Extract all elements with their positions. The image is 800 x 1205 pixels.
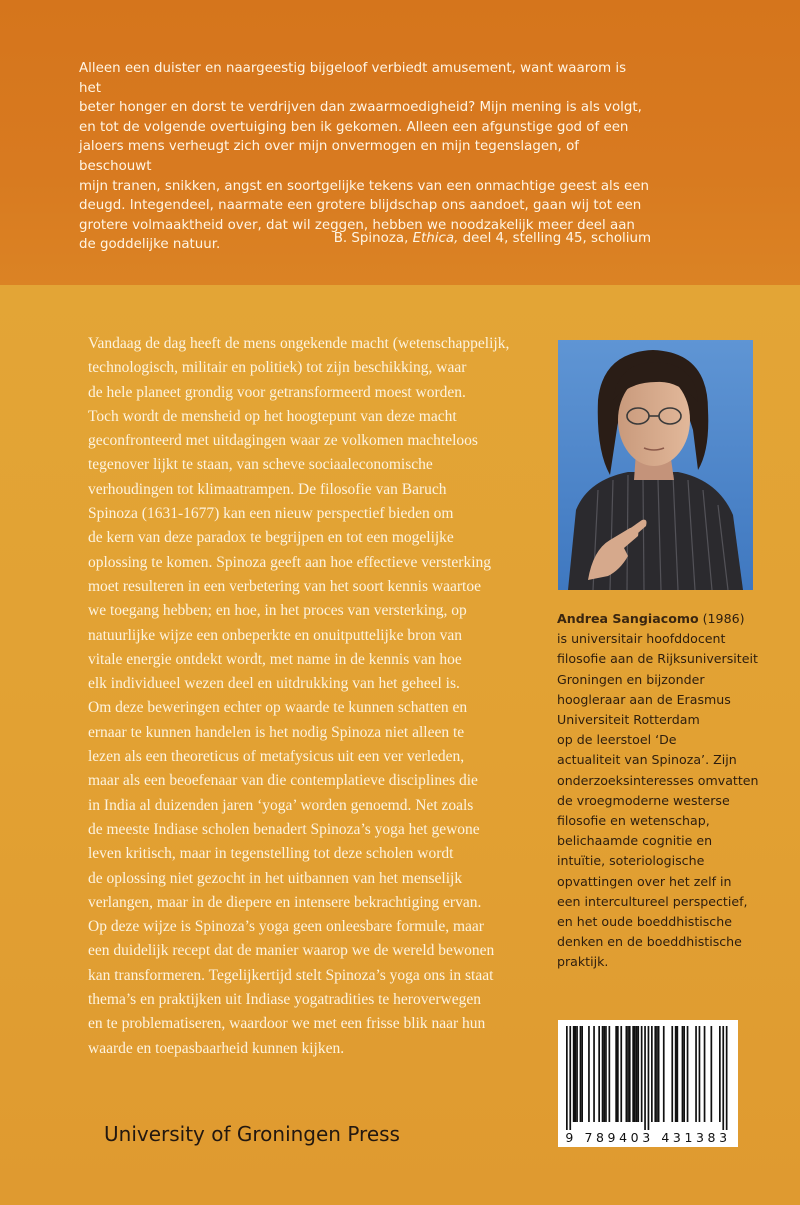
blurb-line: en te problematiseren, waardoor we met een frisse blik naar hun (88, 1015, 486, 1033)
citation-title: Ethica, (412, 231, 459, 246)
blurb-line: we toegang hebben; en hoe, in het proces van versterking, op (88, 602, 467, 620)
bio-line: onderzoeksinteresses omvatten (557, 772, 759, 788)
barcode-bar (626, 1026, 628, 1122)
bio-line: Universiteit Rotterdam (557, 712, 700, 728)
blurb-line: de hele planeet grondig voor getransformeerd moest worden. (88, 383, 466, 401)
blurb-line: vitale energie ontdekt wordt, met name in de kennis van hoe (88, 650, 462, 668)
blurb-line: een duidelijk recept dat de manier waarop we de wereld bewonen (88, 942, 495, 960)
blurb-line: Toch wordt de mensheid op het hoogtepunt van deze macht (88, 407, 457, 425)
bio-line: actualiteit van Spinoza’. Zijn (557, 752, 737, 768)
blurb-line: geconfronteerd met uitdagingen waar ze volkomen machteloos (88, 432, 478, 450)
blurb-line: de oplossing niet gezocht in het uitbannen van het menselijk (88, 869, 463, 887)
barcode-bar (663, 1026, 665, 1122)
quote-line: grotere volmaaktheid over, dat wil zeggen, hebben we noodzakelijk meer deel aan (79, 217, 635, 233)
barcode-bar (575, 1026, 577, 1122)
isbn-barcode (558, 1020, 738, 1147)
barcode-bar (695, 1026, 697, 1122)
quote-line: beter honger en dorst te verdrijven dan zwaarmoedigheid? Mijn mening is als volgt, (79, 100, 642, 116)
barcode-bar (704, 1026, 706, 1122)
blurb-line: in India al duizenden jaren ‘yoga’ worden genoemd. Net zoals (88, 796, 474, 814)
barcode-bar (722, 1026, 724, 1130)
barcode-bar (656, 1026, 658, 1122)
blurb-line: verhoudingen tot klimaatrampen. De filosofie van Baruch (88, 480, 447, 498)
author-photo (558, 340, 753, 590)
barcode-bar (593, 1026, 595, 1122)
blurb-line: Spinoza (1631-1677) kan een nieuw perspectief bieden om (88, 505, 454, 523)
blurb-line: kan transformeren. Tegelijkertijd stelt Spinoza’s yoga ons in staat (88, 966, 494, 984)
barcode-bar (620, 1026, 622, 1122)
barcode-bar (634, 1026, 636, 1122)
blurb-line: maar als een beoefenaar van die contemplatieve disciplines die (88, 772, 478, 790)
citation-reference: deel 4, stelling 45, scholium (458, 231, 651, 246)
barcode-bar (675, 1026, 677, 1122)
bio-first-line (557, 609, 757, 629)
barcode-bar (719, 1026, 721, 1122)
quote-line: deugd. Integendeel, naarmate een grotere blijdschap ons aandoet, gaan wij tot een (79, 198, 642, 214)
blurb-line: de meeste Indiase scholen benadert Spinoza’s yoga het gewone (88, 820, 480, 838)
bio-line: intuïtie, soteriologische (557, 853, 705, 869)
blurb-line: oplossing te komen. Spinoza geeft aan hoe effectieve versterking (88, 553, 492, 571)
bio-line: een intercultureel perspectief, (557, 893, 748, 909)
blurb-line: ernaar te kunnen handelen is het nodig Spinoza niet alleen te (88, 723, 465, 741)
barcode-bar (605, 1026, 607, 1122)
bio-line: denken en de boeddhistische (557, 934, 742, 950)
author-bio (557, 609, 757, 973)
blurb-line: lezen als een theoreticus of metafysicus uit een ver verleden, (88, 748, 465, 766)
bio-line: hoogleraar aan de Erasmus (557, 691, 731, 707)
barcode-digits: 9 789403 431383 (565, 1130, 731, 1145)
blurb-line: de kern van deze paradox te begrijpen en tot een mogelijke (88, 529, 454, 547)
barcode-bar (581, 1026, 583, 1122)
barcode-bar (569, 1026, 571, 1130)
barcode-bar (598, 1026, 600, 1122)
barcode-bar (687, 1026, 689, 1122)
author-birth-year: (1986) (698, 611, 745, 626)
quote-line: de goddelijke natuur. (79, 237, 221, 253)
bio-line: Groningen en bijzonder (557, 671, 705, 687)
quote-line: mijn tranen, snikken, angst en soortgelijke tekens van een onmachtige geest als een (79, 178, 649, 194)
quote-line: Alleen een duister en naargeestig bijgeloof verbiedt amusement, want waarom is het (79, 61, 627, 96)
blurb-line: Op deze wijze is Spinoza’s yoga geen onleesbare formule, maar (88, 918, 484, 936)
book-blurb (88, 332, 536, 1061)
blurb-line: moet resulteren in een verbetering van het soort kennis waartoe (88, 577, 481, 595)
barcode-bar (711, 1026, 713, 1122)
barcode-bar (654, 1026, 656, 1122)
bio-line: praktijk. (557, 954, 609, 970)
barcode-bar (636, 1026, 638, 1122)
barcode-bar (683, 1026, 685, 1122)
barcode-bar (671, 1026, 673, 1122)
blurb-line: natuurlijke wijze een onbeperkte en onuitputtelijke bron van (88, 626, 463, 644)
barcode-bars (558, 1020, 738, 1130)
bio-line: opvattingen over het zelf in (557, 873, 732, 889)
blurb-line: tegenover lijkt te staan, van scheve sociaaleconomische (88, 456, 433, 474)
blurb-line: waarde en toepasbaarheid kunnen kijken. (88, 1039, 345, 1057)
barcode-bar (629, 1026, 631, 1122)
barcode-bar (677, 1026, 679, 1122)
blurb-line: Vandaag de dag heeft de mens ongekende macht (wetenschappelijk, (88, 335, 510, 352)
bio-line: filosofie en wetenschap, (557, 813, 710, 829)
spinoza-quote (79, 59, 651, 255)
barcode-bar (658, 1026, 660, 1122)
bio-line: op de leerstoel ‘De (557, 732, 677, 748)
bio-line: belichaamde cognitie en (557, 833, 713, 849)
bio-line: is universitair hoofddocent (557, 631, 726, 647)
barcode-bar (603, 1026, 605, 1122)
barcode-bar (648, 1026, 650, 1130)
quote-line: jaloers mens verheugt zich over mijn onvermogen en mijn tegenslagen, of beschouwt (79, 139, 579, 174)
blurb-line: Om deze beweringen echter op waarde te kunnen schatten en (88, 699, 468, 717)
barcode-bar (627, 1026, 629, 1122)
barcode-bar (580, 1026, 582, 1122)
barcode-bar (576, 1026, 578, 1122)
blurb-line: thema’s en praktijken uit Indiase yogatradities te heroverwegen (88, 991, 481, 1009)
barcode-bar (726, 1026, 728, 1130)
barcode-bar (637, 1026, 639, 1122)
quote-citation (300, 231, 651, 246)
blurb-line: leven kritisch, maar in tegenstelling tot deze scholen wordt (88, 845, 454, 863)
barcode-bar (641, 1026, 643, 1122)
bio-line: de vroegmoderne westerse (557, 792, 730, 808)
barcode-bar (632, 1026, 634, 1122)
bio-line: en het oude boeddhistische (557, 914, 732, 930)
blurb-line: elk individueel wezen deel en uitdrukking van het geheel is. (88, 675, 460, 693)
blurb-line: technologisch, militair en politiek) tot zijn beschikking, waar (88, 359, 467, 377)
blurb-line: verlangen, maar in de diepere en intensere bekrachtiging ervan. (88, 893, 482, 911)
barcode-bar (602, 1026, 604, 1122)
author-name: Andrea Sangiacomo (557, 611, 699, 626)
bio-line: filosofie aan de Rijksuniversiteit (557, 651, 758, 667)
barcode-bar (588, 1026, 590, 1122)
publisher-name: University of Groningen Press (104, 1122, 400, 1146)
barcode-bar (617, 1026, 619, 1122)
barcode-bar (651, 1026, 653, 1122)
barcode-bar (615, 1026, 617, 1122)
barcode-bar (566, 1026, 568, 1130)
barcode-bar (573, 1026, 575, 1122)
quote-line: en tot de volgende overtuiging ben ik gekomen. Alleen een afgunstige god of een (79, 119, 629, 135)
barcode-bar (699, 1026, 701, 1122)
citation-author: B. Spinoza, (333, 231, 413, 246)
barcode-bar (644, 1026, 646, 1130)
barcode-bar (609, 1026, 611, 1122)
barcode-bar (682, 1026, 684, 1122)
